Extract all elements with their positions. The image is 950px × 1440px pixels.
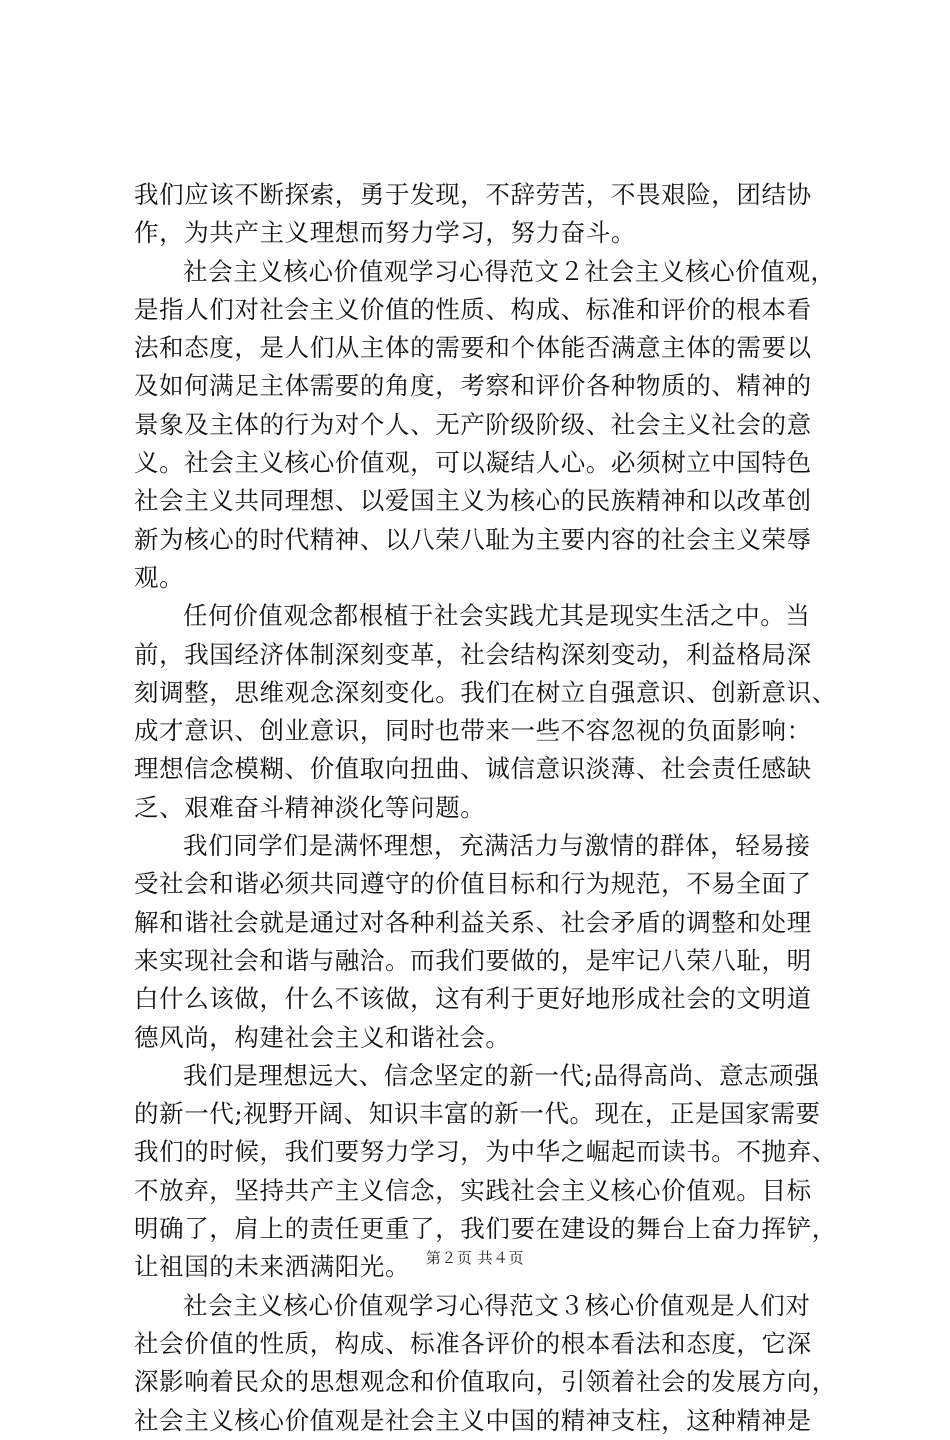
text-line: 社会主义核心价值观学习心得范文２社会主义核心价值观， [183, 256, 836, 286]
text-line: 受社会和谐必须共同遵守的价值目标和行为规范，不易全面了 [134, 869, 812, 899]
text-line: 理想信念模糊、价值取向扭曲、诚信意识淡薄、社会责任感缺 [134, 754, 812, 784]
text-line: 及如何满足主体需要的角度，考察和评价各种物质的、精神的 [134, 371, 812, 401]
text-line: 社会主义核心价值观是社会主义中国的精神支柱，这种精神是 [134, 1405, 812, 1435]
text-line: 乏、艰难奋斗精神淡化等问题。 [134, 792, 486, 822]
page-footer: 第２页 共４页 [425, 1249, 525, 1267]
text-line: 来实现社会和谐与融洽。而我们要做的，是牢记八荣八耻，明 [134, 945, 812, 975]
text-line: 作，为共产主义理想而努力学习，努力奋斗。 [134, 218, 636, 248]
text-line: 法和态度，是人们从主体的需要和个体能否满意主体的需要以 [134, 333, 812, 363]
text-line: 我们的时候，我们要努力学习，为中华之崛起而读书。不抛弃、 [134, 1137, 837, 1167]
text-line: 深影响着民众的思想观念和价值取向，引领着社会的发展方向， [134, 1367, 837, 1397]
text-line: 不放弃，坚持共产主义信念，实践社会主义核心价值观。目标 [134, 1175, 812, 1205]
text-line: 解和谐社会就是通过对各种利益关系、社会矛盾的调整和处理 [134, 907, 812, 937]
text-line: 我们同学们是满怀理想，充满活力与激情的群体，轻易接 [183, 831, 811, 861]
text-line: 让祖国的未来洒满阳光。 [134, 1252, 411, 1282]
text-line: 新为核心的时代精神、以八荣八耻为主要内容的社会主义荣辱 [134, 524, 812, 554]
text-line: 任何价值观念都根植于社会实践尤其是现实生活之中。当 [183, 601, 811, 631]
text-line: 社会主义核心价值观学习心得范文３核心价值观是人们对 [183, 1290, 811, 1320]
text-line: 社会主义共同理想、以爱国主义为核心的民族精神和以改革创 [134, 486, 812, 516]
text-line: 我们是理想远大、信念坚定的新一代;品得高尚、意志顽强 [183, 1060, 820, 1090]
text-line: 我们应该不断探索，勇于发现，不辞劳苦，不畏艰险，团结协 [134, 180, 812, 209]
text-line: 成才意识、创业意识，同时也带来一些不容忽视的负面影响： [134, 716, 812, 746]
text-line: 义。社会主义核心价值观，可以凝结人心。必须树立中国特色 [134, 448, 812, 478]
text-line: 景象及主体的行为对个人、无产阶级阶级、社会主义社会的意 [134, 409, 812, 439]
text-line: 刻调整，思维观念深刻变化。我们在树立自强意识、创新意识、 [134, 677, 837, 707]
text-line: 社会价值的性质，构成、标准各评价的根本看法和态度，它深 [134, 1328, 812, 1358]
text-line: 观。 [134, 562, 185, 592]
text-line: 前，我国经济体制深刻变革，社会结构深刻变动，利益格局深 [134, 639, 812, 669]
text-line: 白什么该做，什么不该做，这有利于更好地形成社会的文明道 [134, 984, 812, 1014]
text-line: 德风尚，构建社会主义和谐社会。 [134, 1022, 511, 1052]
text-line: 明确了，肩上的责任更重了，我们要在建设的舞台上奋力挥铲， [134, 1214, 837, 1244]
text-line: 的新一代;视野开阔、知识丰富的新一代。现在，正是国家需要 [134, 1099, 821, 1129]
text-line: 是指人们对社会主义价值的性质、构成、标准和评价的根本看 [134, 294, 812, 324]
